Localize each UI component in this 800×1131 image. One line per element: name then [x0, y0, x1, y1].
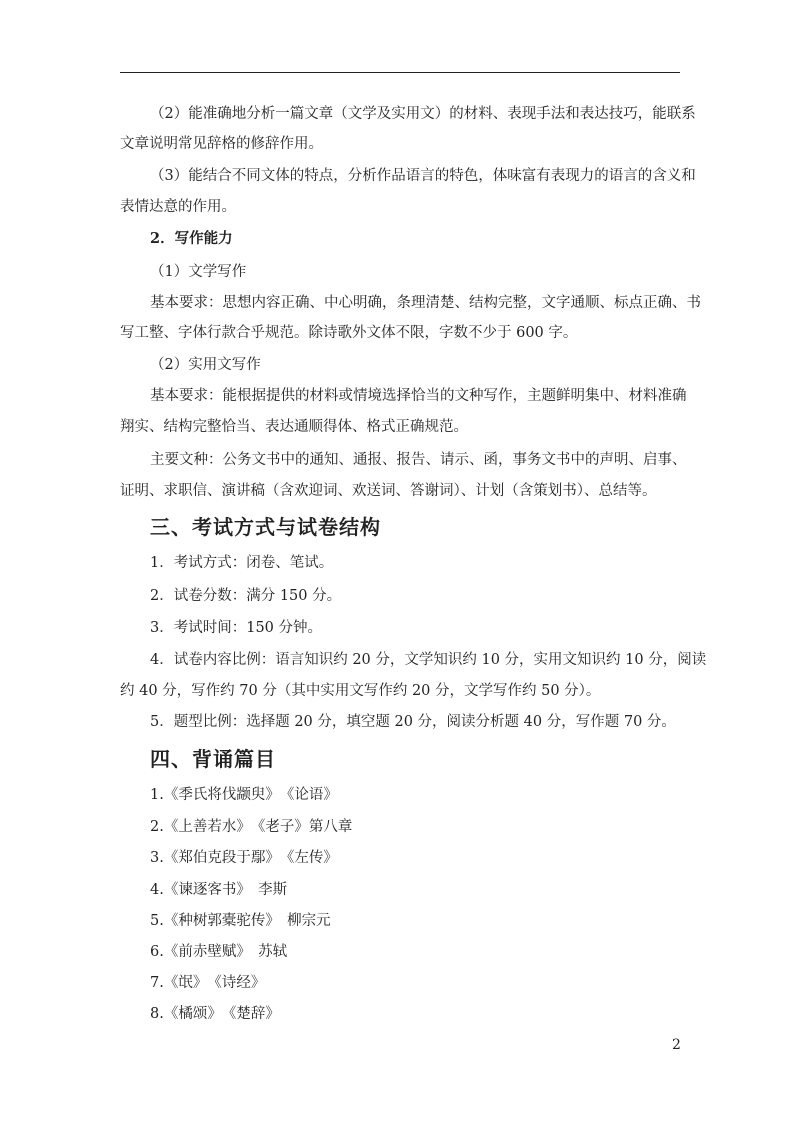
subheading-practical: （2）实用文写作: [150, 357, 261, 373]
paragraph-line: 翔实、结构完整恰当、表达通顺得体、格式正确规范。: [120, 419, 468, 435]
list-item: 4．试卷内容比例：语言知识约 20 分，文学知识约 10 分，实用文知识约 10 分，阅读: [150, 652, 707, 668]
recitation-item: 5.《种树郭橐驼传》 柳宗元: [150, 913, 331, 929]
paragraph-line: 写工整、字体行款合乎规范。除诗歌外文体不限，字数不少于 600 字。: [120, 325, 578, 341]
paragraph-line: 主要文种：公务文书中的通知、通报、报告、请示、函，事务文书中的声明、启事、: [150, 452, 687, 468]
recitation-item: 7.《氓》 《诗经》: [150, 975, 266, 991]
paragraph-line: 基本要求：思想内容正确、中心明确，条理清楚、结构完整，文字通顺、标点正确、书: [150, 295, 701, 311]
recitation-item: 6.《前赤壁赋》 苏轼: [150, 944, 288, 960]
recitation-item: 3.《郑伯克段于鄢》 《左传》: [150, 850, 338, 866]
paragraph-line: 表情达意的作用。: [120, 199, 236, 215]
list-item: 1．考试方式：闭卷、笔试。: [150, 555, 334, 571]
subheading-writing: 2．写作能力: [150, 230, 233, 247]
paragraph-line: （3）能结合不同文体的特点，分析作品语言的特色，体味富有表现力的语言的含义和: [150, 168, 696, 184]
paragraph-line: 基本要求：能根据提供的材料或情境选择恰当的文种写作，主题鲜明集中、材料准确: [150, 388, 687, 404]
paragraph-line: 文章说明常见辞格的修辞作用。: [120, 136, 323, 152]
section-heading-exam-format: 三、考试方式与试卷结构: [150, 515, 381, 539]
header-rule: [120, 72, 680, 73]
recitation-item: 4.《谏逐客书》 李斯: [150, 882, 288, 898]
recitation-item: 2.《上善若水》 《老子》第八章: [150, 819, 353, 835]
list-item-continuation: 约 40 分，写作约 70 分（其中实用文写作约 20 分，文学写作约 50 分）。: [120, 683, 601, 699]
paragraph-line: （2）能准确地分析一篇文章（文学及实用文）的材料、表现手法和表达技巧，能联系: [150, 106, 696, 122]
recitation-item: 8.《橘颂》 《楚辞》: [150, 1006, 280, 1022]
recitation-item: 1.《季氏将伐颛臾》 《论语》: [150, 787, 338, 803]
list-item: 5．题型比例：选择题 20 分，填空题 20 分，阅读分析题 40 分，写作题 70 分。: [150, 714, 676, 730]
section-heading-recitation: 四、背诵篇目: [150, 747, 276, 771]
subheading-literary: （1）文学写作: [150, 264, 247, 280]
list-item: 2．试卷分数：满分 150 分。: [150, 588, 342, 604]
page-number: 2: [672, 1037, 681, 1053]
paragraph-line: 证明、求职信、演讲稿（含欢迎词、欢送词、答谢词）、计划（含策划书）、总结等。: [120, 483, 657, 499]
list-item: 3．考试时间：150 分钟。: [150, 620, 323, 636]
